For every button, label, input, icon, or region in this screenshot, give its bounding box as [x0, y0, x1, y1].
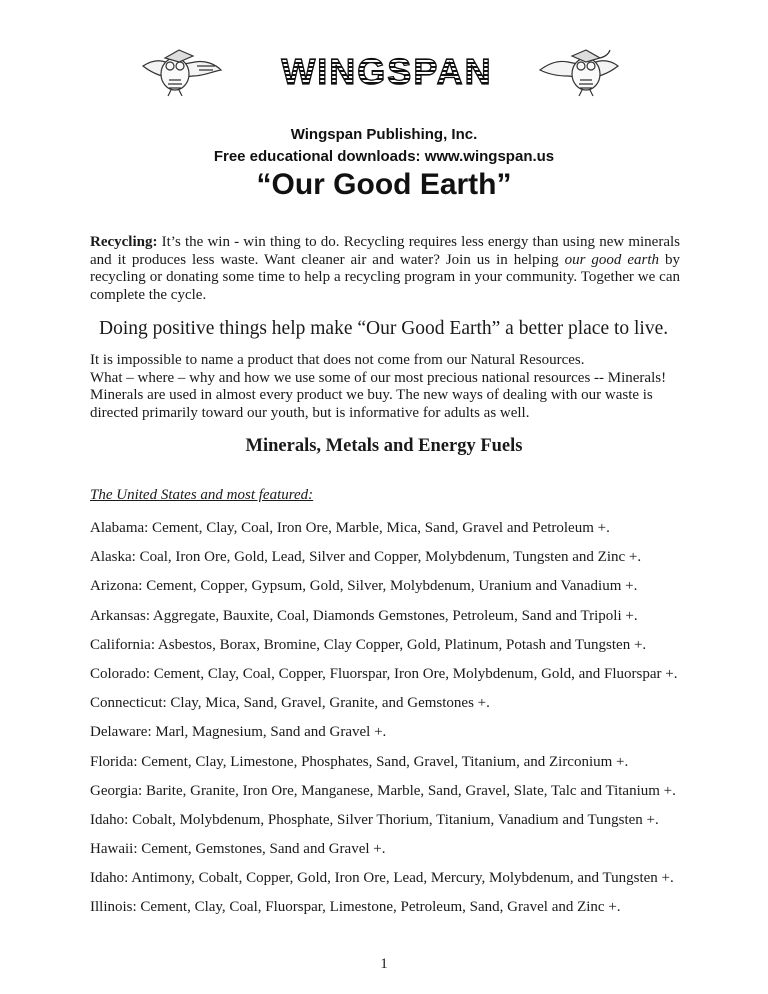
resources-line-2: What – where – why and how we use some of our most precious national resources -- Minerals! — [90, 369, 667, 386]
section-heading: Minerals, Metals and Energy Fuels — [245, 436, 523, 456]
section-subheading: The United States and most featured: — [90, 487, 314, 503]
list-item: Arkansas: Aggregate, Bauxite, Coal, Diamonds Gemstones, Petroleum, Sand and Tripoli +. — [90, 607, 638, 624]
publisher-name: Wingspan Publishing, Inc. — [290, 126, 478, 143]
page-title: “Our Good Earth” — [256, 168, 512, 201]
list-item: Idaho: Cobalt, Molybdenum, Phosphate, Silver Thorium, Titanium, Vanadium and Tungsten +. — [90, 811, 659, 828]
downloads-line: Free educational downloads: www.wingspan.us — [213, 148, 555, 165]
wingspan-logo — [247, 54, 527, 90]
resources-line-1: It is impossible to name a product that does not come from our Natural Resources. — [90, 352, 585, 368]
tagline: Doing positive things help make “Our Good Earth” a better place to live. — [99, 318, 669, 339]
svg-text:WINGSPAN: WINGSPAN — [281, 54, 493, 90]
list-item: Arizona: Cement, Copper, Gypsum, Gold, Silver, Molybdenum, Uranium and Vanadium +. — [90, 578, 638, 595]
natural-resources-paragraph — [90, 352, 680, 422]
intro-text-part1: It’s the win - win thing to do. Recycling requires less energy than using new minerals and it produces less waste. Want cleaner air and water? Join us in helping — [90, 234, 680, 268]
owl-mascot-left-icon — [135, 36, 223, 100]
list-item: Hawaii: Cement, Gemstones, Sand and Gravel +. — [90, 841, 386, 858]
list-item: Alaska: Coal, Iron Ore, Gold, Lead, Silver and Copper, Molybdenum, Tungsten and Zinc +. — [90, 549, 642, 566]
list-item: Colorado: Cement, Clay, Coal, Copper, Fluorspar, Iron Ore, Molybdenum, Gold, and Fluorspar +. — [90, 665, 678, 682]
page-number: 1 — [380, 956, 388, 972]
list-item: Illinois: Cement, Clay, Coal, Fluorspar, Limestone, Petroleum, Sand, Gravel and Zinc +. — [90, 899, 621, 916]
list-item: Idaho: Antimony, Cobalt, Copper, Gold, Iron Ore, Lead, Mercury, Molybdenum, and Tungsten +. — [90, 870, 674, 887]
intro-text-part2: by recycling or donating some time to help a recycling program in your community. Together we can complete the cycle. — [90, 251, 680, 303]
recycling-label: Recycling: — [90, 234, 158, 250]
document-header — [0, 36, 768, 116]
list-item: Connecticut: Clay, Mica, Sand, Gravel, Granite, and Gemstones +. — [90, 695, 490, 712]
list-item: Georgia: Barite, Granite, Iron Ore, Manganese, Marble, Sand, Gravel, Slate, Talc and Titanium +. — [90, 782, 676, 799]
list-item: Alabama: Cement, Clay, Coal, Iron Ore, Marble, Mica, Sand, Gravel and Petroleum +. — [90, 520, 610, 536]
recycling-intro-paragraph — [90, 234, 680, 304]
list-item: Florida: Cement, Clay, Limestone, Phosphates, Sand, Gravel, Titanium, and Zirconium +. — [90, 753, 629, 770]
list-item: California: Asbestos, Borax, Bromine, Clay Copper, Gold, Platinum, Potash and Tungsten +. — [90, 636, 647, 653]
states-minerals-list — [90, 519, 750, 928]
intro-emphasis: our good earth — [564, 251, 660, 268]
resources-line-3: Minerals are used in almost every product we buy. The new ways of dealing with our waste is directed primarily toward our youth, but is informative for adults as well. — [90, 387, 653, 421]
owl-mascot-right-icon — [538, 36, 626, 100]
list-item: Delaware: Marl, Magnesium, Sand and Gravel +. — [90, 724, 387, 741]
